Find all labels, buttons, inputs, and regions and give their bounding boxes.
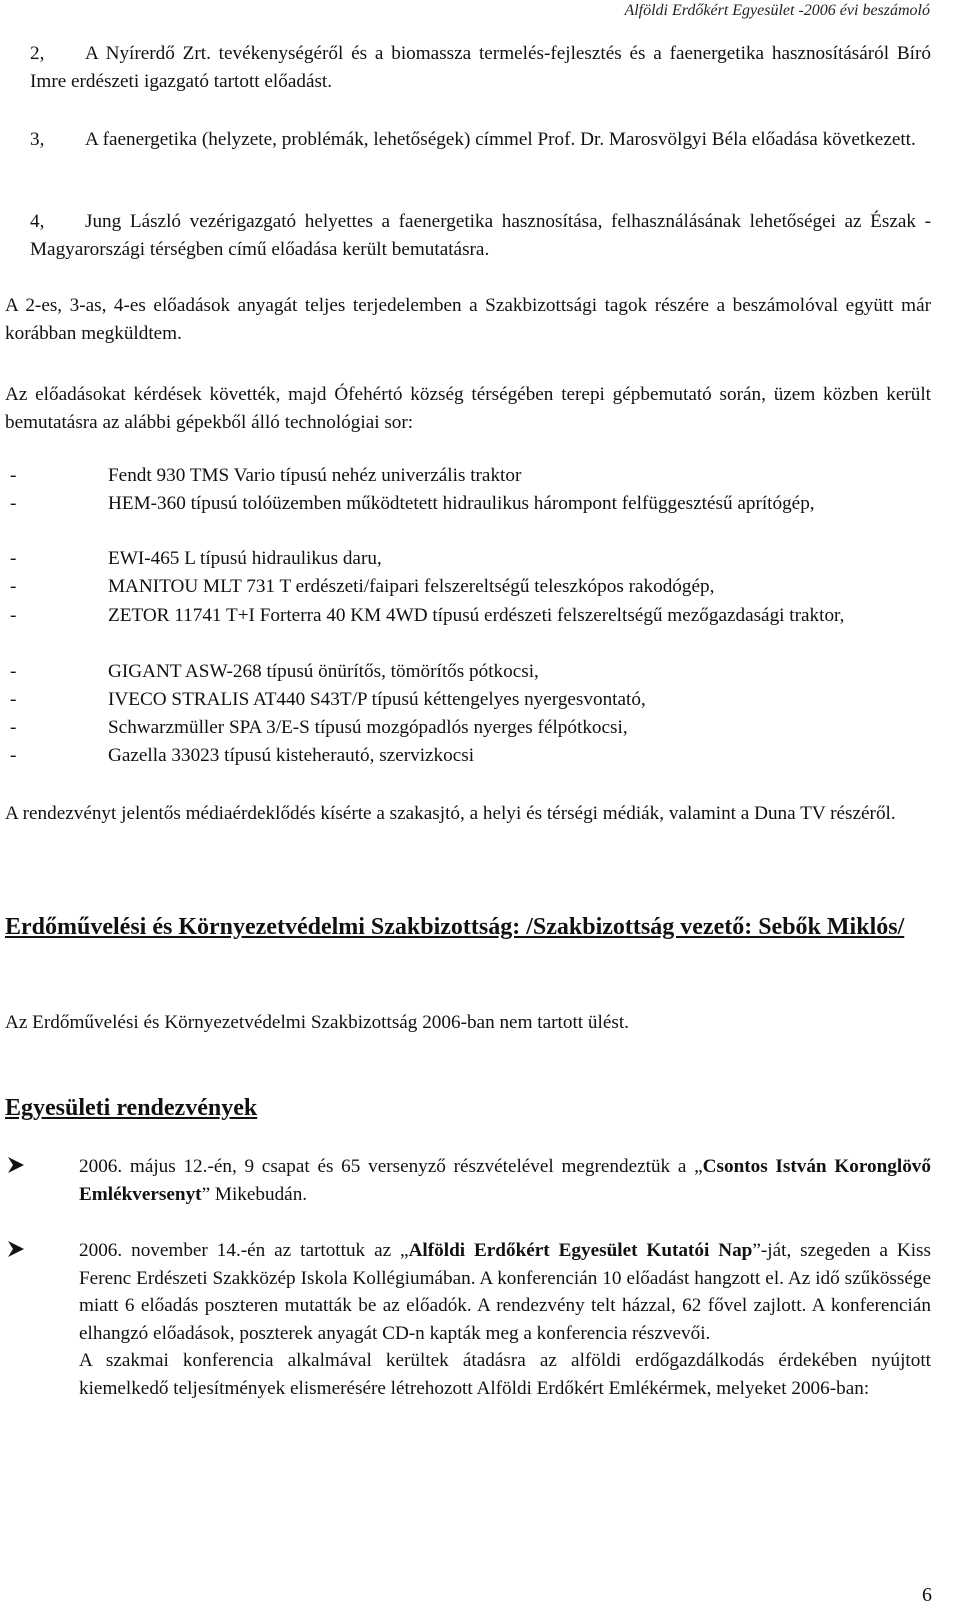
machine-text: HEM-360 típusú tolóüzemben működtetett hidraulikus hárompont felfüggesztésű aprítógép, (108, 493, 815, 514)
event-text-continuation: A szakmai konferencia alkalmával kerültek átadásra az alföldi erdőgazdálkodás érdekében nyújtott kiemelkedő teljesítmények elismerésére létrehozott Alföldi Erdőkért Emlékérmek, melyeket 2006-ban: (79, 1350, 931, 1399)
list-item-number: 2, (30, 43, 45, 64)
list-item-text: A faenergetika (helyzete, problémák, lehetőségek) címmel Prof. Dr. Marosvölgyi Béla előadása következett. (85, 129, 916, 150)
arrow-bullet-icon (5, 1238, 27, 1260)
event-text-pre: 2006. november 14.-én az tartottuk az „ (79, 1240, 409, 1261)
paragraph-forestry: Az Erdőművelési és Környezetvédelmi Szakbizottság 2006-ban nem tartott ülést. (5, 1012, 629, 1033)
machine-text: Schwarzmüller SPA 3/E-S típusú mozgópadlós nyerges félpótkocsi, (108, 717, 628, 738)
machine-text: GIGANT ASW-268 típusú önürítős, tömörítős pótkocsi, (108, 661, 539, 682)
list-item-number: 4, (30, 211, 45, 232)
dash-marker: - (10, 689, 17, 710)
machine-text: EWI-465 L típusú hidraulikus daru, (108, 548, 382, 569)
machine-text: IVECO STRALIS AT440 S43T/P típusú kéttengelyes nyergesvontató, (108, 689, 646, 710)
dash-marker: - (10, 576, 17, 597)
event-text (79, 1153, 931, 1208)
dash-marker: - (10, 465, 17, 486)
machine-text: Fendt 930 TMS Vario típusú nehéz univerzális traktor (108, 465, 522, 486)
event-text (79, 1237, 931, 1347)
list-item-text: Jung László vezérigazgató helyettes a faenergetika hasznosítása, felhasználásának lehetőségei az Észak - Magyarországi térségben című előadása került bemutatásra. (30, 211, 931, 260)
machine-item (10, 545, 931, 573)
section-heading-events: Egyesületi rendezvények (5, 1095, 258, 1121)
page-header: Alföldi Erdőkért Egyesület -2006 évi beszámoló (624, 2, 930, 19)
paragraph-materials: A 2-es, 3-as, 4-es előadások anyagát teljes terjedelemben a Szakbizottsági tagok részére a beszámolóval együtt már korábban megküldtem. (5, 295, 931, 344)
machine-item (10, 742, 931, 770)
machine-item (10, 714, 931, 742)
section-heading-forestry: Erdőművelési és Környezetvédelmi Szakbizottság: /Szakbizottság vezető: Sebők Miklós/ (5, 914, 905, 940)
machine-text: MANITOU MLT 731 T erdészeti/faipari felszereltségű teleszkópos rakodógép, (108, 576, 715, 597)
machine-item (10, 573, 931, 601)
event-title: Alföldi Erdőkért Egyesület Kutatói Nap (408, 1240, 753, 1261)
machine-item (10, 602, 931, 630)
event-title: Csontos István Koronglövő Emlékversenyt (79, 1156, 931, 1205)
dash-marker: - (10, 661, 17, 682)
machine-item (10, 462, 931, 490)
dash-marker: - (10, 717, 17, 738)
list-item-2 (30, 40, 931, 95)
machine-item (10, 658, 931, 686)
event-text-pre: 2006. május 12.-én, 9 csapat és 65 versenyző részvételével megrendeztük a „ (79, 1156, 703, 1177)
event-text-post: ” Mikebudán. (201, 1183, 308, 1205)
event-item-research-day (5, 1237, 931, 1402)
dash-marker: - (10, 605, 17, 626)
list-item-number: 3, (30, 129, 45, 150)
dash-marker: - (10, 745, 17, 766)
event-text-post: ”-ját, szegeden a Kiss Ferenc Erdészeti Szakközép Iskola Kollégiumában. A konferencián 10 előadást hangzott el. Az idő szűkössége miatt 6 előadás poszteren mutatták be az előadók. A rendezvény telt házzal, 62 fővel zajlott. A konferencián elhangzó előadások, poszterek anyagát CD-n kapták meg a konferencia részvevői. (79, 1240, 931, 1344)
machine-item (10, 686, 931, 714)
dash-marker: - (10, 493, 17, 514)
paragraph-demo: Az előadásokat kérdések követték, majd Ófehértó község térségében terepi gépbemutató során, üzem közben került bemutatásra az alábbi gépekből álló technológiai sor: (5, 384, 931, 433)
list-item-text: A Nyírerdő Zrt. tevékenységéről és a biomassza termelés-fejlesztés és a faenergetika hasznosításáról Bíró Imre erdészeti igazgató tartott előadást. (30, 43, 931, 92)
page-number: 6 (922, 1584, 932, 1606)
paragraph-media: A rendezvényt jelentős médiaérdeklődés kísérte a szakasjtó, a helyi és térségi médiák, valamint a Duna TV részéről. (5, 803, 896, 824)
machine-item (10, 490, 931, 518)
event-item-competition (5, 1153, 931, 1208)
machine-text: Gazella 33023 típusú kisteherautó, szervizkocsi (108, 745, 475, 766)
dash-marker: - (10, 548, 17, 569)
machine-text: ZETOR 11741 T+I Forterra 40 KM 4WD típusú erdészeti felszereltségű mezőgazdasági traktor, (108, 605, 845, 626)
list-item-3 (30, 126, 931, 154)
arrow-bullet-icon (5, 1154, 27, 1176)
list-item-4 (30, 208, 931, 263)
